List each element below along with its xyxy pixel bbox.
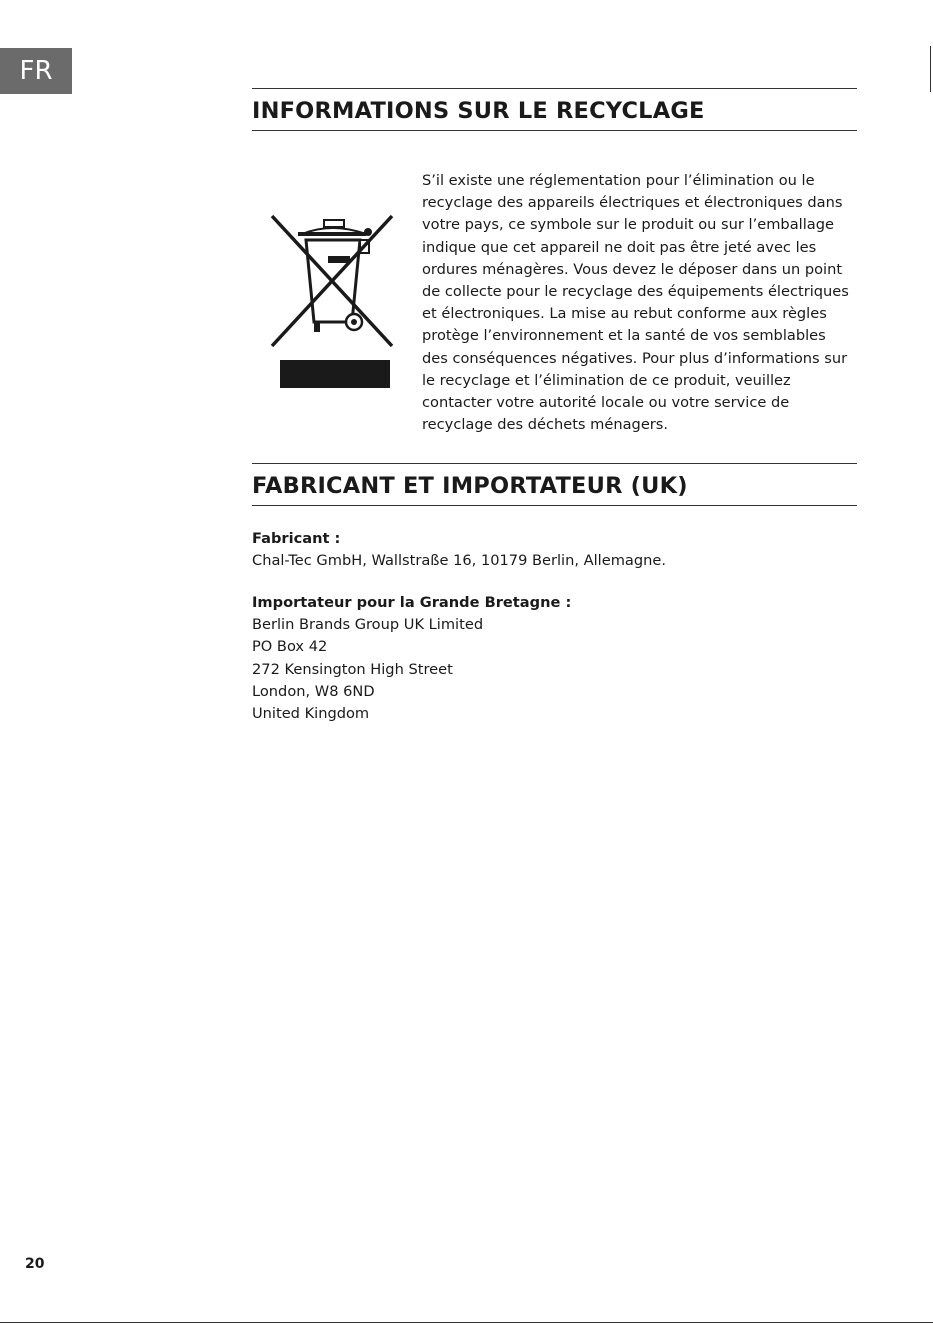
importer-line: London, W8 6ND	[252, 682, 375, 700]
language-tab: FR	[0, 48, 72, 94]
manufacturer-block	[252, 528, 666, 572]
crossed-out-wheelie-bin-icon	[266, 210, 398, 390]
page-number: 20	[25, 1256, 45, 1272]
importer-label: Importateur pour la Grande Bretagne :	[252, 594, 572, 611]
recycling-paragraph: S’il existe une réglementation pour l’élimination ou le recyclage des appareils électriques et électroniques dans votre pays, ce symbole sur le produit ou sur l’emballage indique que cet appareil ne doit pas être jeté avec les ordures ménagères. Vous devez le déposer dans un point de collecte pour le recyclage des équipements électriques et électroniques. La mise au rebut conforme aux règles protège l’environnement et la santé de vos semblables des conséquences négatives. Pour plus d’informations sur le recyclage et l’élimination de ce produit, veuillez contacter votre autorité locale ou votre service de recyclage des déchets ménagers.	[422, 172, 849, 434]
importer-line: United Kingdom	[252, 705, 370, 723]
importer-block	[252, 592, 571, 725]
page-bottom-rule	[0, 1322, 933, 1323]
manufacturer-address: Chal-Tec GmbH, Wallstraße 16, 10179 Berlin, Allemagne.	[252, 552, 667, 570]
section-bottom-rule	[252, 130, 857, 131]
manufacturer-label: Fabricant :	[252, 530, 341, 547]
importer-line: 272 Kensington High Street	[252, 660, 453, 678]
section-bottom-rule	[252, 505, 857, 506]
manufacturer-section-title: FABRICANT ET IMPORTATEUR (UK)	[252, 473, 688, 499]
importer-line: Berlin Brands Group UK Limited	[252, 616, 484, 634]
section-top-rule	[252, 463, 857, 464]
importer-line: PO Box 42	[252, 638, 328, 656]
section-top-rule	[252, 88, 857, 89]
edge-marker	[930, 46, 931, 92]
recycling-section-title: INFORMATIONS SUR LE RECYCLAGE	[252, 98, 705, 124]
